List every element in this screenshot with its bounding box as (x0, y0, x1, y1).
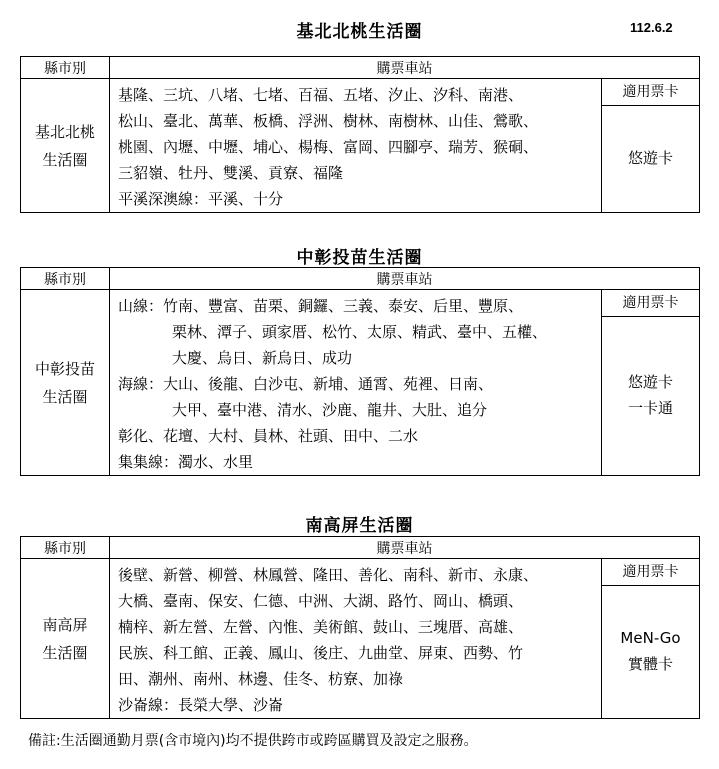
station-line: 民族、科工館、正義、鳳山、後庄、九曲堂、屏東、西勢、竹 (118, 644, 524, 662)
ticket-name: MeN-Go (620, 629, 681, 647)
header-city: 縣市別 (21, 268, 110, 290)
section-table-taichung (20, 267, 700, 476)
header-stations: 購票車站 (110, 268, 700, 290)
station-line: 田、潮州、南州、林邊、佳冬、枋寮、加祿 (118, 670, 404, 688)
ticket-cell (602, 290, 700, 476)
section-table-tainan-kaohsiung (20, 536, 700, 719)
ticket-cell (602, 559, 700, 719)
stations-cell (110, 79, 602, 213)
ticket-header: 適用票卡 (602, 559, 699, 586)
station-line: 沙崙線：長榮大學、沙崙 (118, 696, 284, 714)
city-cell (21, 290, 110, 476)
ticket-cell (602, 79, 700, 213)
station-line: 彰化、花壇、大村、員林、社頭、田中、二水 (118, 427, 419, 445)
header-stations: 購票車站 (110, 537, 700, 559)
stations-cell (110, 559, 602, 719)
section-title-keelung-taipei: 基北北桃生活圈 (296, 22, 423, 42)
city-line: 生活圈 (42, 387, 88, 406)
ticket-values (602, 317, 699, 473)
ticket-name: 實體卡 (627, 655, 673, 673)
city-line: 中彰投苗 (34, 359, 95, 378)
ticket-name: 悠遊卡 (627, 373, 673, 391)
station-line: 栗林、潭子、頭家厝、松竹、太原、精武、臺中、五權、 (172, 323, 548, 341)
ticket-header: 適用票卡 (602, 290, 699, 317)
station-line: 基隆、三坑、八堵、七堵、百福、五堵、汐止、汐科、南港、 (118, 86, 524, 104)
document-date: 112.6.2 (630, 20, 673, 35)
station-line: 後壁、新營、柳營、林鳳營、隆田、善化、南科、新市、永康、 (118, 566, 539, 584)
station-line: 集集線：濁水、水里 (118, 453, 254, 471)
station-line: 楠梓、新左營、左營、內惟、美術館、鼓山、三塊厝、高雄、 (118, 618, 524, 636)
station-line: 大甲、臺中港、清水、沙鹿、龍井、大肚、追分 (172, 401, 488, 419)
stations-cell (110, 290, 602, 476)
station-line: 桃園、內壢、中壢、埔心、楊梅、富岡、四腳亭、瑞芳、猴硐、 (118, 138, 539, 156)
station-line: 大橋、臺南、保安、仁德、中洲、大湖、路竹、岡山、橋頭、 (118, 592, 524, 610)
station-line: 平溪深澳線：平溪、十分 (118, 190, 284, 208)
city-cell (21, 559, 110, 719)
header-city: 縣市別 (21, 537, 110, 559)
section-title-tainan-kaohsiung: 南高屏生活圈 (305, 516, 414, 536)
footnote: 備註:生活圈通勤月票(含市境內)均不提供跨市或跨區購買及設定之服務。 (28, 733, 478, 749)
station-line: 松山、臺北、萬華、板橋、浮洲、樹林、南樹林、山佳、鶯歌、 (118, 112, 539, 130)
station-line: 三貂嶺、牡丹、雙溪、貢寮、福隆 (118, 164, 344, 182)
header-city: 縣市別 (21, 57, 110, 79)
ticket-values (602, 106, 699, 210)
ticket-header: 適用票卡 (602, 79, 699, 106)
city-line: 生活圈 (42, 150, 88, 169)
ticket-name: 一卡通 (627, 399, 673, 417)
section-title-taichung: 中彰投苗生活圈 (296, 248, 423, 268)
station-line: 山線：竹南、豐富、苗栗、銅鑼、三義、泰安、后里、豐原、 (118, 297, 524, 315)
city-line: 南高屏 (42, 615, 88, 634)
ticket-name: 悠遊卡 (627, 149, 673, 167)
station-line: 大慶、烏日、新烏日、成功 (172, 349, 353, 367)
city-cell (21, 79, 110, 213)
city-line: 生活圈 (42, 643, 88, 662)
header-stations: 購票車站 (110, 57, 700, 79)
city-line: 基北北桃 (34, 122, 95, 141)
section-table-keelung-taipei (20, 56, 700, 213)
station-line: 海線：大山、後龍、白沙屯、新埔、通霄、苑裡、日南、 (118, 375, 494, 393)
ticket-values (602, 586, 699, 716)
